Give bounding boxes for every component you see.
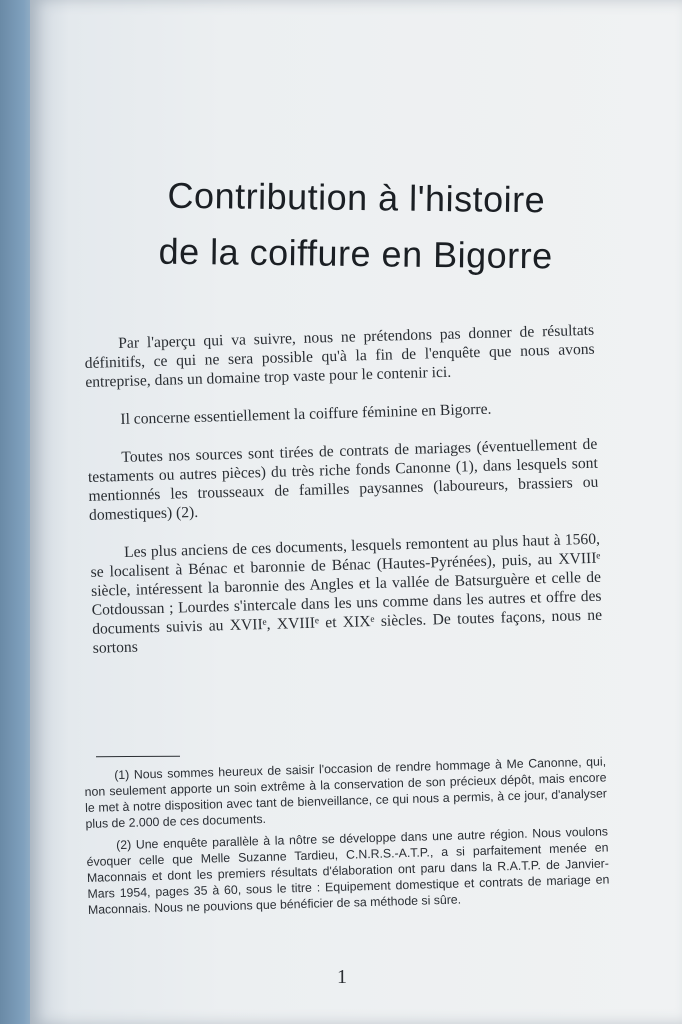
page-number: 1 (337, 966, 347, 988)
title-line-1: Contribution à l'histoire (167, 174, 546, 221)
paragraph-2: Il concerne essentiellement la coiffure féminine en Bigorre. (120, 400, 492, 429)
paragraph-3: Toutes nos sources sont tirées de contrats de mariages (éventuellement de testaments ou autres pièces) du très riche fonds Canonne (1), dans lesquels sont mentionnés les trousseaux de familles paysannes (laboureurs, brassiers ou domestiques) (2). (87, 435, 599, 524)
paragraph-4: Les plus anciens de ces documents, lesquels remontent au plus haut à 1560, se localisent à Bénac et baronnie de Bénac (Hautes-Pyrénées), puis, au XVIIIᵉ siècle, intéressent la baronnie des Angles et la vallée de Batsurguère et celle de Cotdoussan ; Lourdes s'intercale dans les uns comme dans les autres et offre des documents suivis au XVIIᵉ, XVIIIᵉ et XIXᵉ siècles. De toutes façons, nous ne sortons (90, 530, 603, 657)
footnote-2: (2) Une enquête parallèle à la nôtre se développe dans une autre région. Nous voulons évoquer celle que Melle Suzanne Tardieu, C.N.R.S.-A.T.P., a si parfaitement menée en Maconnais et dont les premiers résultats d'élaboration ont paru dans la R.A.T.P. de Janvier-Mars 1954, pages 35 à 60, sous le titre : Equipement domestique et contrats de mariage en Maconnais. Nous ne pouvions que bénéficier de sa méthode si sûre. (86, 824, 610, 917)
footnotes (84, 753, 610, 924)
body-text (84, 321, 603, 658)
footnote-divider (96, 756, 180, 757)
paragraph-1: Par l'aperçu qui va suivre, nous ne prétendons pas donner de résultats définitifs, ce qui ne sera possible qu'à la fin de l'enquête que nous avons entreprise, dans un domaine trop vaste pour le contenir ici. (84, 321, 595, 391)
page-title (30, 166, 682, 286)
footnote-1: (1) Nous sommes heureux de saisir l'occasion de rendre hommage à Me Canonne, qui, non seulement apporte un soin extrême à la conservation de son précieux dépôt, mais encore le met à notre disposition avec tant de bienveillance, ce qui nous a permis, à ce jour, d'analyser plus de 2.000 de ces documents. (84, 754, 608, 831)
title-line-2: de la coiffure en Bigorre (158, 230, 553, 277)
book-page (30, 0, 682, 1024)
